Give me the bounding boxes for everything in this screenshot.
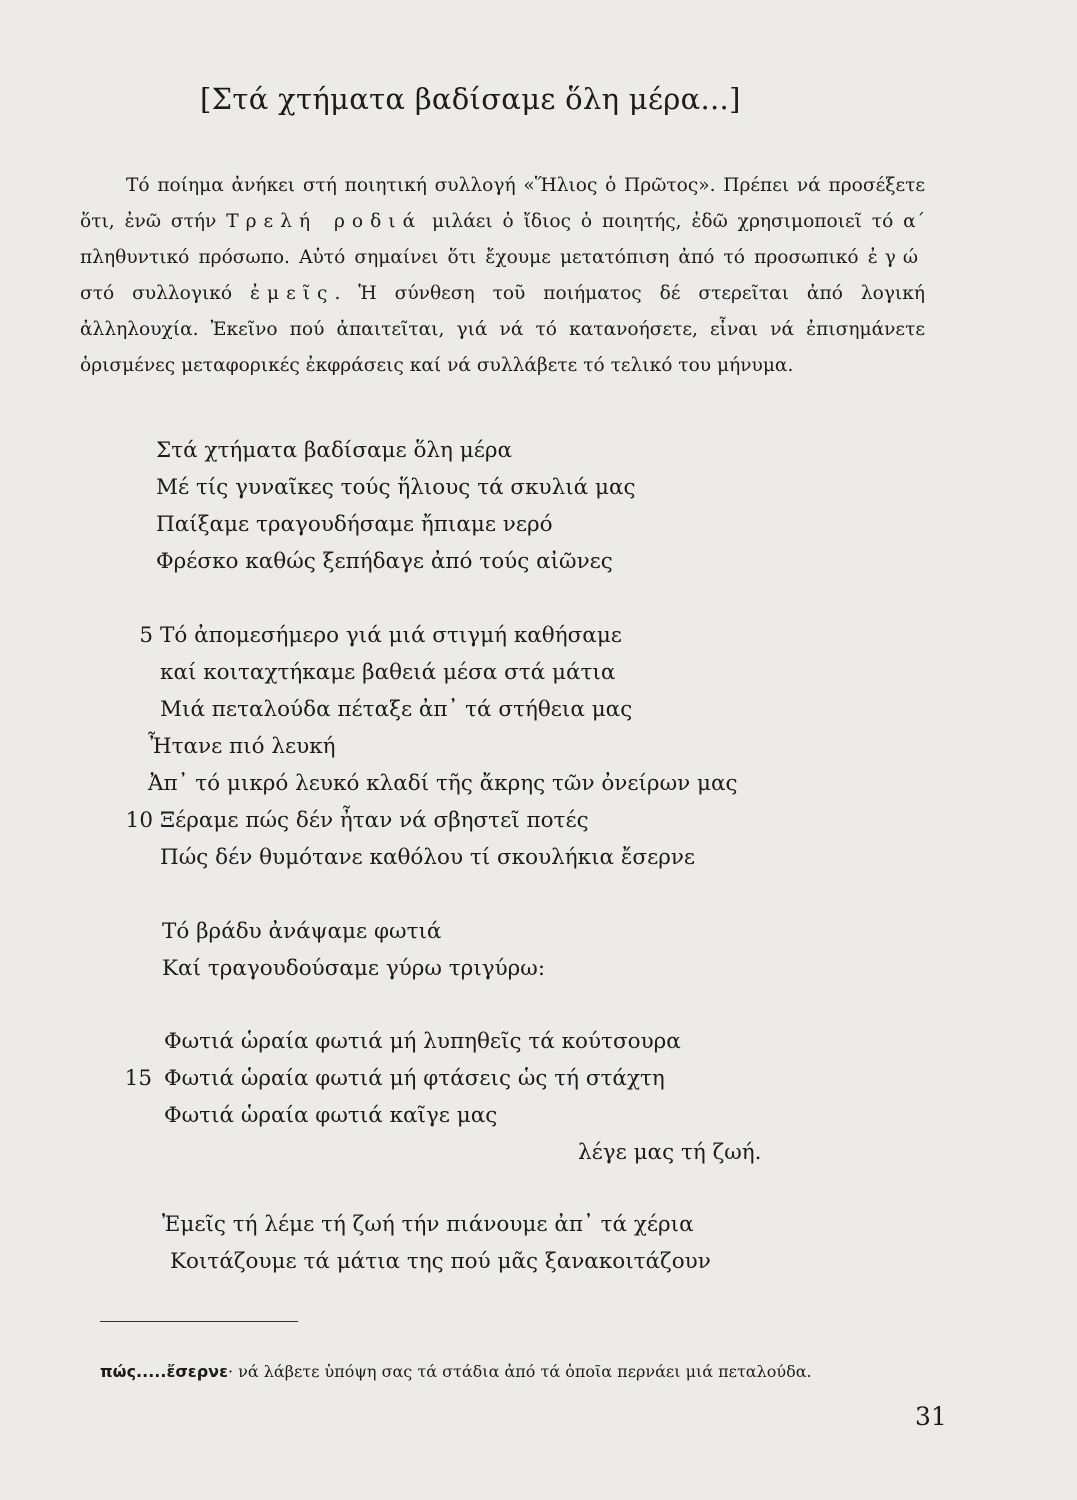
intro-emphasis-1: Τρελή ροδιά <box>226 211 423 232</box>
poem-line: Ἀπ᾽ τό μικρό λευκό κλαδί τῆς ἄκρης τῶν ὀνείρων μας <box>148 771 738 796</box>
poem-line: Τό ἀπομεσήμερο γιά μιά στιγμή καθήσαμε <box>160 623 622 648</box>
intro-text-2: μιλάει ὁ ἴδιος ὁ ποιητής, ἐδῶ χρησιμοποιεῖ τό α΄ πληθυντικό πρόσωπο. Αὐτό σημαίνει ὅτι ἔχουμε μετατόπιση ἀπό τό προσωπικό <box>80 211 926 268</box>
poem-line: Φωτιά ὡραία φωτιά μή λυπηθεῖς τά κούτσουρα <box>164 1029 681 1054</box>
footnote <box>100 1362 960 1381</box>
intro-text-1: Τό ποίημα ἀνήκει στή ποιητική συλλογή «Ἥλιος ὁ Πρῶτος». Πρέπει νά προσέξετε ὅτι, ἐνῶ στήν <box>80 175 925 232</box>
poem-line: Καί τραγουδούσαμε γύρω τριγύρω: <box>162 956 546 981</box>
page-number: 31 <box>915 1402 947 1431</box>
poem-line: Στά χτήματα βαδίσαμε ὅλη μέρα <box>156 438 513 463</box>
poem-line: Ἦτανε πιό λευκή <box>148 734 336 759</box>
intro-text-3: στό συλλογικό <box>80 283 251 304</box>
poem-line: Παίξαμε τραγουδήσαμε ἤπιαμε νερό <box>156 512 553 537</box>
footnote-text: · νά λάβετε ὑπόψη σας τά στάδια ἀπό τά ὁποῖα περνάει μιά πεταλούδα. <box>227 1362 812 1381</box>
footnote-divider <box>100 1321 298 1322</box>
poem-line: καί κοιταχτήκαμε βαθειά μέσα στά μάτια <box>160 660 616 685</box>
poem-line: Τό βράδυ ἀνάψαμε φωτιά <box>162 919 442 944</box>
poem-title: [Στά χτήματα βαδίσαμε ὅλη μέρα...] <box>200 82 741 116</box>
line-number: 15 <box>124 1066 152 1091</box>
poem-line: Κοιτάζουμε τά μάτια της πού μᾶς ξανακοιτάζουν <box>170 1249 711 1274</box>
intro-emphasis-2: ἐγώ <box>867 247 925 268</box>
line-number: 5 <box>139 623 153 648</box>
poem-line: Μιά πεταλούδα πέταξε ἀπ᾽ τά στήθεια μας <box>160 697 633 722</box>
intro-emphasis-3: ἐμεῖς <box>250 283 335 304</box>
poem-line: Πώς δέν θυμότανε καθόλου τί σκουλήκια ἔσερνε <box>160 845 696 870</box>
poem-line: Φρέσκο καθώς ξεπήδαγε ἀπό τούς αἰῶνες <box>156 549 613 574</box>
line-number: 10 <box>125 808 153 833</box>
footnote-term: πώς.....ἔσερνε <box>100 1362 228 1381</box>
poem-line: λέγε μας τή ζωή. <box>578 1140 762 1165</box>
poem-line: Ἐμεῖς τή λέμε τή ζωή τήν πιάνουμε ἀπ᾽ τά χέρια <box>162 1212 694 1237</box>
poem-line: Μέ τίς γυναῖκες τούς ἥλιους τά σκυλιά μας <box>156 475 636 500</box>
poem-line: Ξέραμε πώς δέν ἦταν νά σβηστεῖ ποτές <box>160 808 589 833</box>
poem-line: Φωτιά ὡραία φωτιά καῖγε μας <box>164 1103 498 1128</box>
intro-text-4: . Ἡ σύνθεση τοῦ ποιήματος δέ στερεῖται ἀπό λογική ἀλληλουχία. Ἐκεῖνο πού ἀπαιτεῖται, γιά νά τό κατανοήσετε, εἶναι νά ἐπισημάνετε ὁρισμένες μεταφορικές ἐκφράσεις καί νά συλλάβετε τό τελικό του μήνυμα. <box>80 283 925 376</box>
poem-line: Φωτιά ὡραία φωτιά μή φτάσεις ὡς τή στάχτη <box>164 1066 665 1091</box>
